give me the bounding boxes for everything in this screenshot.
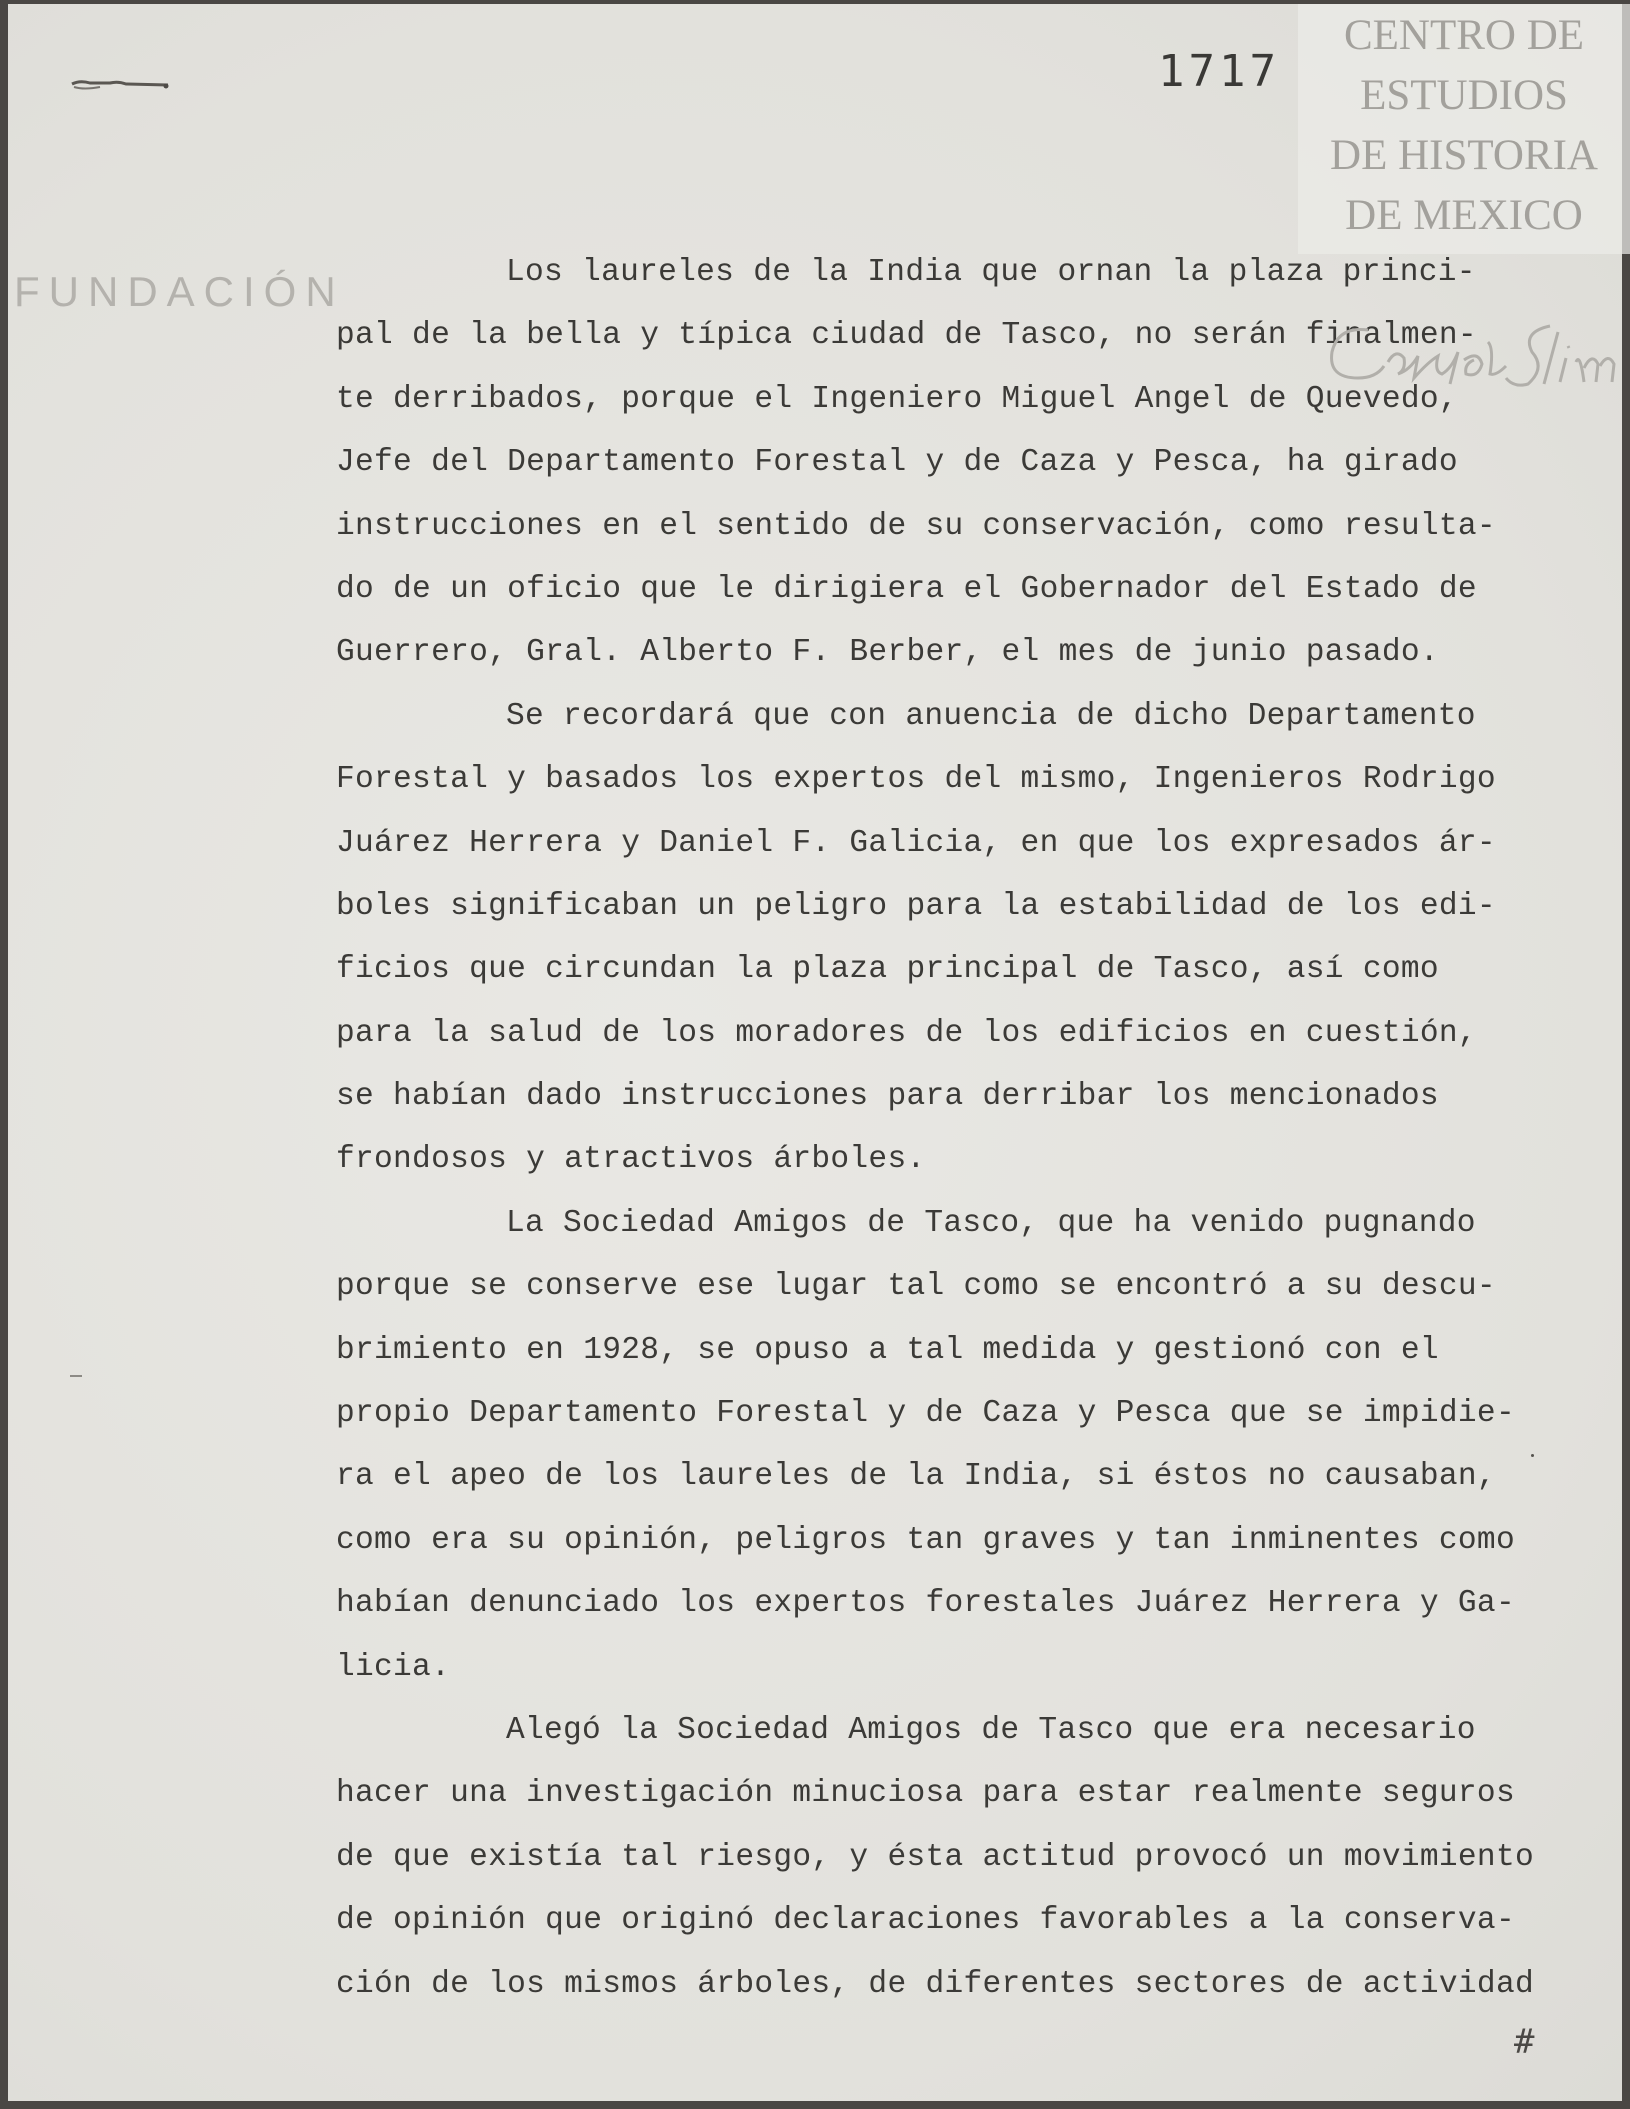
watermark-line: CENTRO DE: [1343, 12, 1585, 59]
text-line: de que existía tal riesgo, y ésta actitud provocó un movimiento: [336, 1839, 1534, 1875]
text-line: te derribados, porque el Ingeniero Miguel Angel de Quevedo,: [336, 381, 1458, 417]
text-line: habían denunciado los expertos forestales Juárez Herrera y Ga-: [336, 1586, 1515, 1622]
paragraph: [336, 1192, 1596, 1699]
text-line: hacer una investigación minuciosa para estar realmente seguros: [336, 1776, 1515, 1812]
paragraph: [336, 241, 1596, 685]
text-line: ficios que circundan la plaza principal de Tasco, así como: [336, 952, 1439, 988]
signature-logo: [1318, 312, 1630, 402]
text-line: para la salud de los moradores de los edificios en cuestión,: [336, 1015, 1477, 1051]
text-line: Guerrero, Gral. Alberto F. Berber, el mes de junio pasado.: [336, 635, 1439, 671]
text-line: Forestal y basados los expertos del mismo, Ingenieros Rodrigo: [336, 762, 1496, 798]
text-line: de opinión que originó declaraciones favorables a la conserva-: [336, 1903, 1515, 1939]
text-line: Jefe del Departamento Forestal y de Caza y Pesca, ha girado: [336, 445, 1458, 481]
text-line: pal de la bella y típica ciudad de Tasco, no serán finalmen-: [336, 318, 1477, 354]
text-line: Se recordará que con anuencia de dicho Departamento: [506, 698, 1476, 734]
continuation-mark: #: [1514, 2022, 1535, 2062]
text-line: instrucciones en el sentido de su conservación, como resulta-: [336, 508, 1496, 544]
paragraph: [336, 1699, 1596, 2016]
watermark-foundation: FUNDACIÓN: [14, 268, 345, 315]
text-line: La Sociedad Amigos de Tasco, que ha venido pugnando: [506, 1205, 1476, 1241]
watermark-line: DE MEXICO: [1345, 192, 1583, 239]
text-line: Juárez Herrera y Daniel F. Galicia, en que los expresados ár-: [336, 825, 1496, 861]
document-body: [336, 241, 1596, 2016]
text-line: licia.: [336, 1649, 451, 1685]
watermark-line: ESTUDIOS: [1360, 72, 1568, 119]
text-line: Alegó la Sociedad Amigos de Tasco que era necesario: [506, 1712, 1476, 1748]
watermark-line: DE HISTORIA: [1330, 132, 1598, 179]
folio-number: 1717: [1158, 46, 1280, 97]
staple-mark: [70, 78, 170, 92]
text-line: Los laureles de la India que ornan la plaza princi-: [506, 255, 1476, 290]
text-line: como era su opinión, peligros tan graves y tan inminentes como: [336, 1522, 1515, 1558]
text-line: boles significaban un peligro para la estabilidad de los edi-: [336, 888, 1496, 924]
archive-watermark: [1298, 4, 1630, 254]
text-line: ra el apeo de los laureles de la India, si éstos no causaban,: [336, 1459, 1496, 1495]
text-line: propio Departamento Forestal y de Caza y Pesca que se impidie-: [336, 1396, 1515, 1432]
text-line: frondosos y atractivos árboles.: [336, 1142, 926, 1178]
text-line: do de un oficio que le dirigiera el Gobernador del Estado de: [336, 571, 1477, 607]
text-line: ción de los mismos árboles, de diferentes sectores de actividad: [336, 1966, 1534, 2002]
text-line: se habían dado instrucciones para derribar los mencionados: [336, 1079, 1439, 1115]
text-line: porque se conserve ese lugar tal como se encontró a su descu-: [336, 1269, 1496, 1305]
text-line: brimiento en 1928, se opuso a tal medida y gestionó con el: [336, 1332, 1439, 1368]
margin-mark: [70, 1375, 82, 1377]
paragraph: [336, 685, 1596, 1192]
